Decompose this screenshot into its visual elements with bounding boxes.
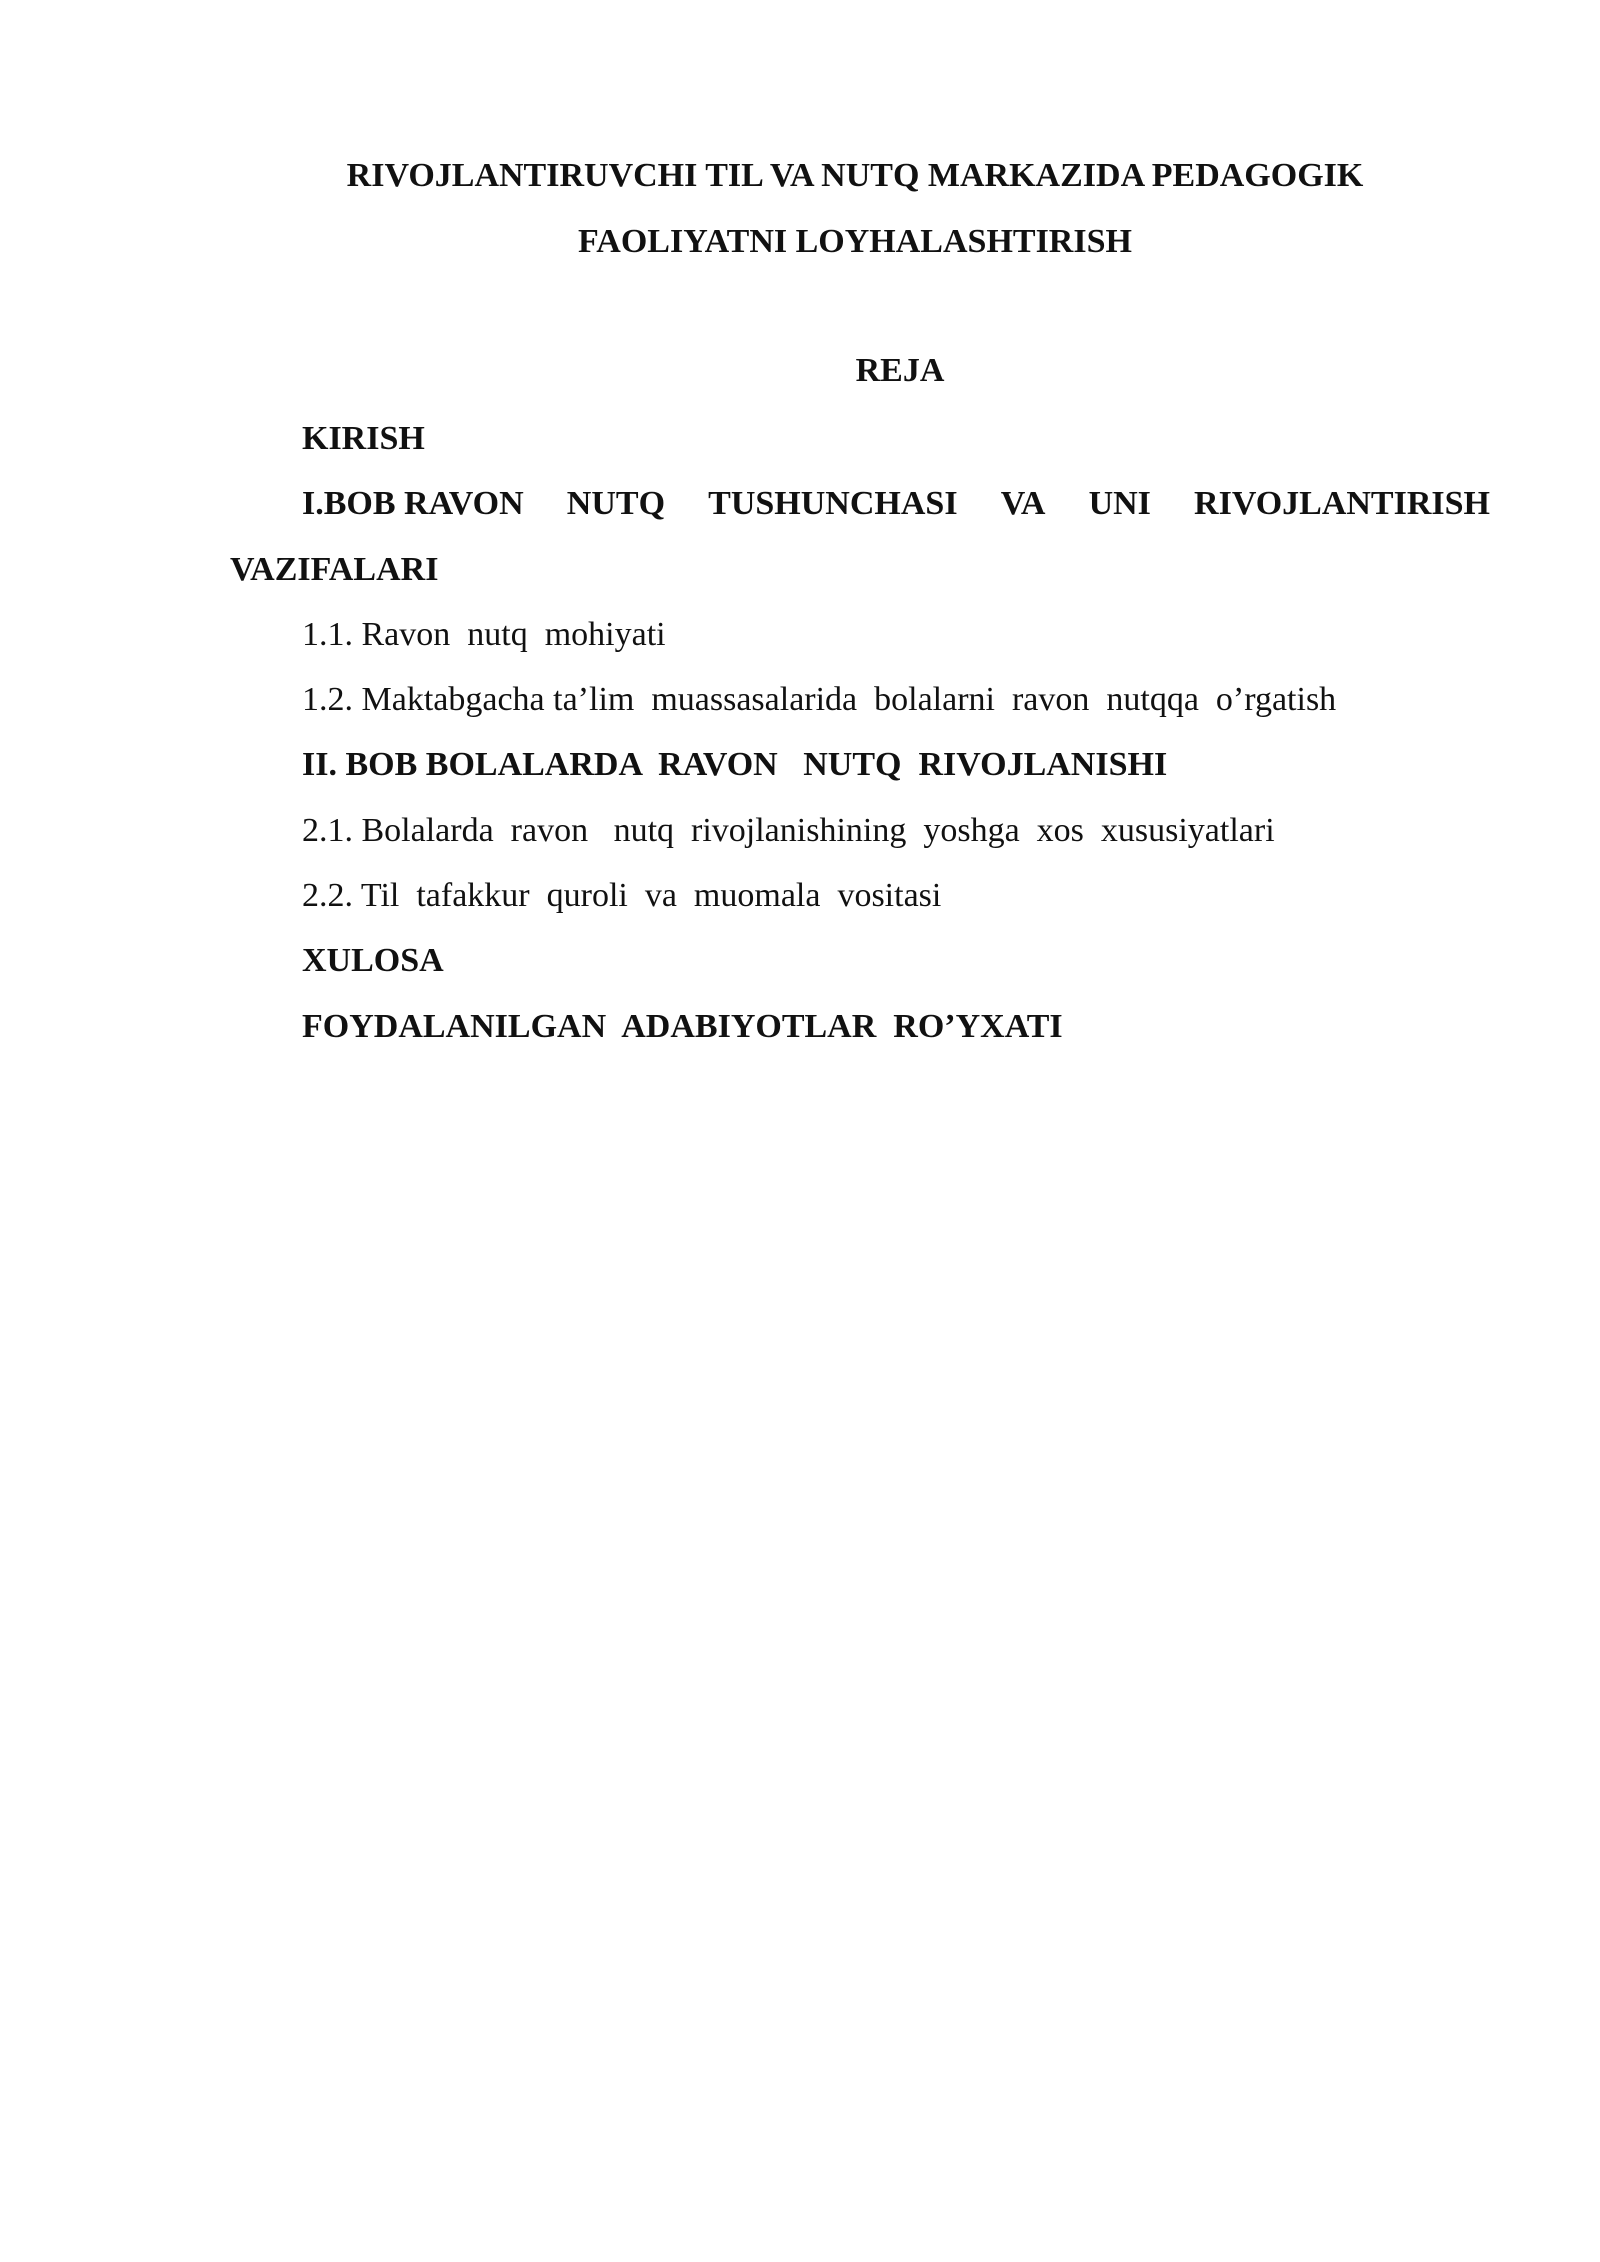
toc-intro: KIRISH xyxy=(302,420,425,457)
table-of-contents xyxy=(230,406,1490,1059)
toc-section-2-1: 2.1. Bolalarda ravon nutq rivojlanishining yoshga xos xususiyatlari xyxy=(302,811,1275,849)
toc-chapter-2: II. BOB BOLALARDA RAVON NUTQ RIVOJLANISHI xyxy=(302,746,1168,784)
toc-chapter-1 xyxy=(230,471,1490,536)
toc-references: FOYDALANILGAN ADABIYOTLAR RO’YXATI xyxy=(302,1007,1063,1045)
toc-section-1-1: 1.1. Ravon nutq mohiyati xyxy=(302,615,666,653)
toc-section-1-2: 1.2. Maktabgacha ta’lim muassasalarida bolalarni ravon nutqqa o’rgatish xyxy=(302,681,1337,719)
toc-section-2-2: 2.2. Til tafakkur quroli va muomala vositasi xyxy=(302,877,942,915)
toc-chapter-1-word: NUTQ xyxy=(566,485,666,523)
toc-conclusion: XULOSA xyxy=(302,942,444,980)
toc-chapter-1-word: VA xyxy=(1000,485,1046,523)
toc-chapter-1-word: UNI xyxy=(1088,485,1151,523)
title-line-1: RIVOJLANTIRUVCHI TIL VA NUTQ MARKAZIDA PEDAGOGIK xyxy=(346,157,1364,194)
toc-chapter-1-word: I.BOB RAVON xyxy=(302,485,524,523)
document-title xyxy=(230,143,1480,275)
toc-chapter-1-continuation: VAZIFALARI xyxy=(230,550,439,588)
toc-chapter-1-word: TUSHUNCHASI xyxy=(708,485,958,523)
title-line-2: FAOLIYATNI LOYHALASHTIRISH xyxy=(578,223,1132,260)
plan-heading: REJA xyxy=(855,352,945,389)
toc-chapter-1-word: RIVOJLANTIRISH xyxy=(1194,485,1490,523)
